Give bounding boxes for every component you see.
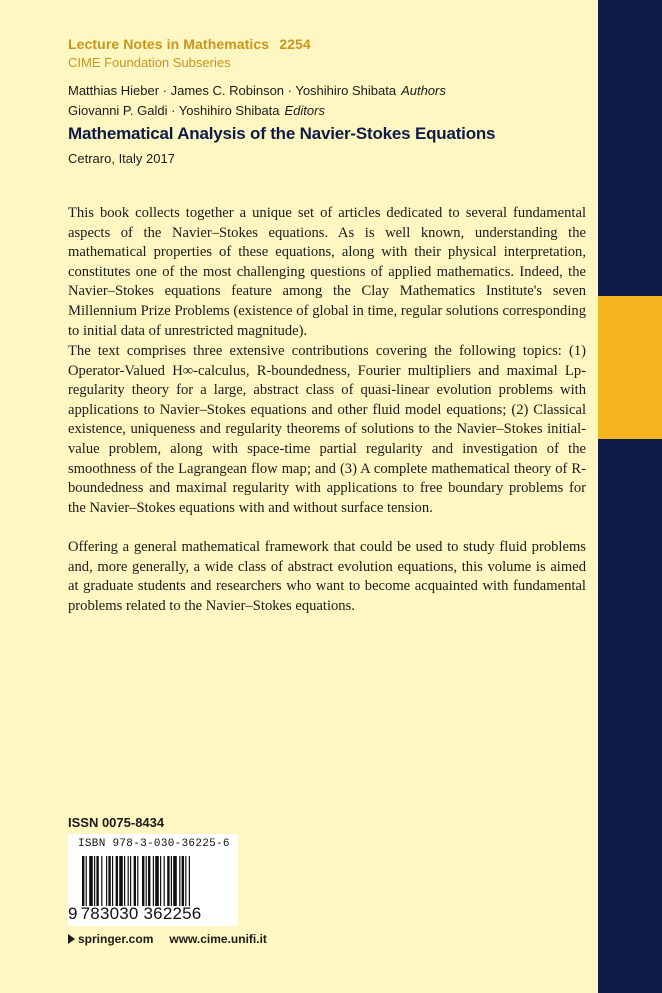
barcode-main-digits: 783030 362256 <box>80 904 202 923</box>
barcode-bars-icon <box>82 856 232 906</box>
isbn-label: ISBN 978-3-030-36225-6 <box>78 838 230 850</box>
barcode-digits <box>68 904 201 924</box>
editors-names: Giovanni P. Galdi · Yoshihiro Shibata <box>68 103 280 118</box>
spine-band <box>598 0 662 993</box>
spine-accent-tab <box>598 296 662 439</box>
issn-number: ISSN 0075-8434 <box>68 815 165 830</box>
footer-links <box>68 932 267 946</box>
venue-line: Cetraro, Italy 2017 <box>68 151 175 166</box>
book-title: Mathematical Analysis of the Navier-Stokes Equations <box>68 124 496 143</box>
arrow-right-icon <box>68 934 75 944</box>
series-title: Lecture Notes in Mathematics <box>68 36 270 52</box>
blurb-paragraph-3: Offering a general mathematical framework that could be used to study fluid problems and, more generally, a wide class of abstract evolution equations, this volume is aimed at graduate students and researchers who want to become acquainted with fundamental problems related to the Navier–Stokes equations. <box>68 539 586 614</box>
authors-role: Authors <box>401 83 446 98</box>
cime-link[interactable]: www.cime.unifi.it <box>169 932 267 946</box>
subseries-name: CIME Foundation Subseries <box>68 55 231 70</box>
blurb-paragraph-1: This book collects together a unique set of articles dedicated to several fundamental aspects of the Navier–Stokes equations. As is well known, understanding the mathematical properties of these equations, along with their physical interpretation, constitutes one of the most challenging questions of applied mathematics. Indeed, the Navier–Stokes equations feature among the Clay Mathematics Institute's seven Millennium Prize Problems (existence of global in time, regular solutions corresponding to initial data of unrestricted magnitude). <box>68 205 586 339</box>
blurb-paragraph-2: The text comprises three extensive contributions covering the following topics: (1) Operator-Valued H∞-calculus, R-boundedness, Fourier multipliers and maximal Lp-regularity theory for a large, abstract class of quasi-linear evolution problems with applications to Navier–Stokes equations and other fluid model equations; (2) Classical existence, uniqueness and regularity theorems of solutions to the Navier–Stokes initial-value problem, along with space-time partial regularity and investigation of the smoothness of the Lagrangean flow map; and (3) A complete mathematical theory of R-boundedness and maximal regularity with applications to free boundary problems for the Navier–Stokes equations with and without surface tension. <box>68 343 586 516</box>
authors-line <box>68 83 446 98</box>
volume-number: 2254 <box>279 36 311 52</box>
series-name <box>68 36 311 52</box>
authors-names: Matthias Hieber · James C. Robinson · Yoshihiro Shibata <box>68 83 397 98</box>
barcode-lead-digit: 9 <box>68 904 78 923</box>
isbn-barcode <box>68 834 238 926</box>
springer-link[interactable]: springer.com <box>78 932 154 946</box>
editors-role: Editors <box>284 103 325 118</box>
editors-line <box>68 103 325 118</box>
